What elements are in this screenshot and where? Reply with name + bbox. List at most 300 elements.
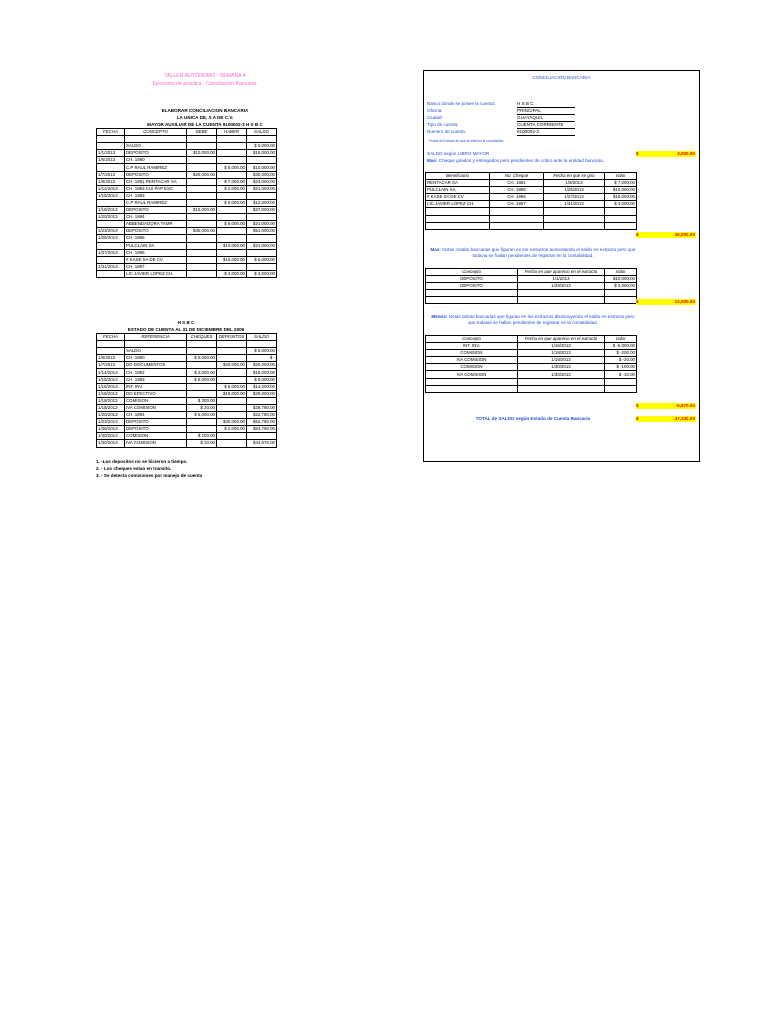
workshop-title: TALLER AUTÓNOMO - SEMANA 4	[164, 73, 246, 79]
table-cell	[247, 136, 277, 143]
info-value-city: GUAYAQUIL	[517, 115, 575, 122]
column-header: SALDO	[247, 129, 277, 136]
table-cell	[217, 404, 247, 411]
table-row	[97, 143, 277, 150]
total-value: 47,330.00	[674, 416, 695, 421]
table-cell: $28,780.00	[247, 404, 277, 411]
column-header: DEBE	[187, 129, 217, 136]
info-value-type: CUENTA CORRIENTE	[517, 122, 575, 129]
table-row	[426, 222, 637, 229]
table-cell: $51,000.00	[247, 228, 277, 235]
table-cell: 1/18/2013	[97, 404, 125, 411]
table-cell: $30,000.00	[187, 228, 217, 235]
recon-title: CONCILIACIÓN BANCARIA	[532, 75, 591, 80]
table-cell	[97, 143, 125, 150]
total-label: TOTAL de SALDO según Estado de Cuenta Bancario	[475, 416, 591, 421]
table-cell	[217, 263, 247, 270]
table-row	[97, 214, 277, 221]
total-currency: $	[636, 416, 639, 421]
table-cell: 1/20/2013	[97, 214, 125, 221]
table-cell: $ 20.00	[187, 404, 217, 411]
table-cell: 1/20/2013	[97, 412, 125, 419]
table-row	[97, 235, 277, 242]
table-cell: $ 9,000.00	[247, 376, 277, 383]
table-cell	[187, 242, 217, 249]
table-row	[426, 357, 637, 364]
table-row	[97, 341, 277, 348]
table-row	[426, 187, 637, 194]
table-cell: CH. 1895	[125, 235, 187, 242]
info-label-number: Numero de cuenta:	[427, 129, 467, 134]
table-cell	[518, 385, 605, 392]
debit-notes-table	[425, 335, 637, 393]
table-cell: $ 3,000.00	[247, 270, 277, 277]
table-cell: IVA COMISION	[125, 440, 187, 447]
table-cell: $15,000.00	[605, 194, 637, 201]
table-cell	[187, 192, 217, 199]
table-cell: COMISION	[426, 364, 518, 371]
header-row	[426, 336, 637, 343]
header-row	[426, 269, 637, 276]
table-cell: DEPOSITO	[125, 419, 187, 426]
table-row	[97, 207, 277, 214]
table-cell: COMISION	[426, 350, 518, 357]
table-cell	[187, 426, 217, 433]
table-cell: # KASE SA DE CV	[426, 194, 490, 201]
table-cell	[426, 208, 490, 215]
table-cell	[247, 192, 277, 199]
table-cell	[247, 249, 277, 256]
table-cell: 1/18/2013	[97, 207, 125, 214]
mas2-text: Notas credito bancarias que figuran en los extractos aumentando el saldo en extracto pero que todavia se hallan pendientes de registrar en la contabilidad.	[442, 247, 636, 258]
table-cell: PULCLAIN SA.	[426, 187, 490, 194]
table-row	[97, 270, 277, 277]
table-row	[426, 371, 637, 378]
table-cell: $ 2,000.00	[217, 426, 247, 433]
table-cell: LIC.JAVIER LOPEZ CH.	[125, 270, 187, 277]
table-cell: CH. 1896	[490, 194, 544, 201]
table-row	[426, 283, 637, 290]
table-cell: IVA COMISION	[426, 371, 518, 378]
column-header: Valor	[605, 173, 637, 180]
table-cell: $ 6,000.00	[217, 221, 247, 228]
table-cell: $23,000.00	[247, 178, 277, 185]
table-cell	[187, 383, 217, 390]
table-cell: $ 7,000.00	[217, 178, 247, 185]
header-row	[426, 173, 637, 180]
table-cell	[247, 433, 277, 440]
table-cell: $ 5,000.00	[217, 383, 247, 390]
ledger-title-3: MAYOR AUXILIAR DE LA CUENTA 9100002-3 H S B C	[147, 122, 263, 127]
header-row	[97, 129, 277, 136]
table-cell	[247, 157, 277, 164]
table-cell	[217, 157, 247, 164]
table-cell	[426, 215, 490, 222]
table-row	[97, 178, 277, 185]
table-cell	[97, 136, 125, 143]
table-row	[97, 164, 277, 171]
info-label-office: Oficina:	[427, 108, 443, 113]
ledger-title-2: LA UNICA DE, S A DE C.V.	[176, 115, 234, 120]
column-header: HABER	[217, 129, 247, 136]
table-cell: $15,000.00	[247, 150, 277, 157]
table-cell: 1/16/2013	[97, 383, 125, 390]
subtotal-2-value: 12,000.00	[674, 299, 695, 304]
table-cell: $ 100.00	[187, 433, 217, 440]
table-cell: DEPOSITO	[125, 426, 187, 433]
table-cell: CH. 1892 CUI PAP ESC	[125, 185, 187, 192]
table-row	[97, 362, 277, 369]
table-row	[97, 426, 277, 433]
table-cell: $20,000.00	[187, 171, 217, 178]
table-cell	[187, 185, 217, 192]
table-cell: 1/25/2013	[97, 235, 125, 242]
table-cell	[187, 270, 217, 277]
table-cell: DEPOSITO	[125, 171, 187, 178]
column-header: Valor	[605, 269, 637, 276]
table-cell: $ 3,000.00	[217, 270, 247, 277]
table-cell: CH. 1890	[125, 355, 187, 362]
table-cell: CH. 1894	[125, 412, 187, 419]
table-cell	[187, 362, 217, 369]
info-value-office: PRINCIPAL	[517, 108, 575, 115]
table-cell: 1/1/2013	[518, 276, 605, 283]
table-cell: $ -	[247, 355, 277, 362]
table-cell: $21,000.00	[247, 242, 277, 249]
table-cell	[490, 222, 544, 229]
table-cell	[544, 222, 605, 229]
table-row	[97, 192, 277, 199]
table-cell: 1/30/2013	[97, 440, 125, 447]
table-cell: $ 10.00	[187, 440, 217, 447]
table-cell: C.P RAUL RAMIREZ	[125, 164, 187, 171]
table-cell	[247, 263, 277, 270]
table-cell: 1/14/2013	[97, 369, 125, 376]
table-cell: $ 6,000.00	[187, 412, 217, 419]
info-label-bank: Banco donde se posee la cuenta:	[427, 101, 496, 106]
table-row	[97, 185, 277, 192]
table-cell	[426, 378, 518, 385]
table-cell	[217, 348, 247, 355]
table-cell	[518, 297, 605, 304]
table-row	[97, 221, 277, 228]
table-cell	[605, 385, 637, 392]
table-cell: 1/5/2013	[97, 157, 125, 164]
menos-text: Notas debito bancarias que figuran en los extractos disminuyendo el saldo en extracto pero que todavia se hallan pendientes de registrar en la contabilidad.	[448, 314, 635, 325]
table-cell	[187, 221, 217, 228]
table-cell: 1/15/2013	[97, 376, 125, 383]
table-cell: SALDO	[125, 348, 187, 355]
table-cell: CH. 1894	[125, 214, 187, 221]
table-cell: DEPOSITO	[125, 150, 187, 157]
table-cell	[605, 222, 637, 229]
column-header: Fecha en que se giro	[544, 173, 605, 180]
table-cell	[217, 412, 247, 419]
table-cell: DO DOCUMENTOS	[125, 362, 187, 369]
table-row	[97, 397, 277, 404]
table-cell: 1/7/2013	[97, 171, 125, 178]
table-cell: 1/7/2013	[97, 362, 125, 369]
table-cell	[426, 385, 518, 392]
table-cell: CH. 1890	[125, 157, 187, 164]
info-label-city: Ciudad:	[427, 115, 443, 120]
table-cell: 1/28/2013	[97, 426, 125, 433]
table-cell	[187, 348, 217, 355]
table-cell: INT. INV.	[426, 343, 518, 350]
table-row	[97, 412, 277, 419]
table-cell	[217, 440, 247, 447]
table-cell	[187, 263, 217, 270]
table-cell	[605, 297, 637, 304]
table-cell	[217, 369, 247, 376]
table-cell	[605, 290, 637, 297]
table-cell: $22,780.00	[247, 412, 277, 419]
column-header: CHEQUES	[187, 334, 217, 341]
table-cell: CH. 1896	[125, 249, 187, 256]
statement-title-2: ESTADO DE CUENTA AL 31 DE DICIEMBRE DEL 2006	[127, 327, 245, 332]
statement-table	[96, 333, 277, 448]
table-cell	[490, 208, 544, 215]
table-cell: $15,000.00	[217, 390, 247, 397]
table-cell: $ -20.00	[605, 357, 637, 364]
table-row	[97, 171, 277, 178]
table-row	[97, 136, 277, 143]
table-row	[97, 383, 277, 390]
table-cell	[247, 214, 277, 221]
table-cell: $21,000.00	[247, 185, 277, 192]
table-cell: $15,000.00	[217, 256, 247, 263]
table-cell: CH. 1891	[490, 180, 544, 187]
table-cell: ABBENDADORA TAMP.	[125, 221, 187, 228]
table-cell	[97, 221, 125, 228]
table-cell: $10,000.00	[605, 187, 637, 194]
table-row	[97, 419, 277, 426]
column-header: FECHA	[97, 129, 125, 136]
table-cell: $ 7,000.00	[605, 180, 637, 187]
table-cell	[187, 157, 217, 164]
table-cell: $30,000.00	[217, 419, 247, 426]
column-header: Fecha en que aparecio en el extracto	[518, 269, 605, 276]
table-row	[426, 290, 637, 297]
table-row	[97, 376, 277, 383]
info-label-type: Tipo de cuenta:	[427, 122, 459, 127]
table-cell: 1/30/2013	[518, 371, 605, 378]
statement-title-1: H S B C	[177, 320, 195, 325]
table-cell: CH. 1897	[490, 201, 544, 208]
table-cell: $52,780.00	[247, 419, 277, 426]
table-cell	[518, 378, 605, 385]
table-cell: PULCLAIN SA	[125, 242, 187, 249]
table-cell: 1/25/2013	[544, 187, 605, 194]
saldo-libro-mayor-bar	[636, 151, 696, 157]
table-row	[97, 433, 277, 440]
table-cell: $ 3,000.00	[605, 201, 637, 208]
table-cell: 1/18/2013	[97, 397, 125, 404]
table-cell: $18,000.00	[247, 369, 277, 376]
mas-prefix: Mas:	[427, 158, 438, 163]
outstanding-cheques-table	[425, 172, 637, 230]
table-cell: $ 5,000.00	[217, 164, 247, 171]
table-row	[97, 157, 277, 164]
table-cell: DEPOSITO	[426, 283, 518, 290]
table-cell: C.P RAUL RAMIREZ	[125, 199, 187, 206]
table-cell: $ 5,000.00	[187, 355, 217, 362]
subtotal-1-currency: $	[636, 232, 639, 237]
table-cell: CH. 1983	[125, 192, 187, 199]
table-row	[426, 180, 637, 187]
table-cell: COMISION	[125, 397, 187, 404]
table-cell: CH. 1895	[490, 187, 544, 194]
table-cell: $ -200.00	[605, 350, 637, 357]
table-cell: DEPOSITO	[125, 228, 187, 235]
table-cell	[97, 270, 125, 277]
table-cell: $10,000.00	[605, 276, 637, 283]
table-cell	[217, 355, 247, 362]
subtotal-1-value: 35,000.00	[674, 232, 695, 237]
table-cell: 1/16/2013	[518, 343, 605, 350]
table-cell	[518, 290, 605, 297]
table-row	[97, 348, 277, 355]
subtotal-3-value: -5,670.00	[675, 403, 695, 408]
saldo-label: SALDO según LIBRO MAYOR	[427, 151, 490, 156]
table-cell	[125, 341, 187, 348]
table-cell: 1/31/2013	[544, 201, 605, 208]
table-cell	[217, 397, 247, 404]
table-cell: 1/9/2013	[544, 180, 605, 187]
table-cell: $10,000.00	[217, 242, 247, 249]
table-cell: 1/12/2013	[97, 185, 125, 192]
table-cell: 1/18/2013	[518, 357, 605, 364]
table-cell: 1/30/2013	[97, 433, 125, 440]
table-row	[426, 297, 637, 304]
table-cell	[187, 341, 217, 348]
table-cell	[426, 222, 490, 229]
menos-line	[427, 314, 639, 326]
table-row	[426, 215, 637, 222]
table-cell: $30,000.00	[247, 171, 277, 178]
workshop-subtitle: Ejercicios de práctica - Conciliación Bancaria.	[152, 81, 258, 87]
table-cell: 1/1/2013	[97, 150, 125, 157]
table-cell	[426, 290, 518, 297]
info-value-bank: H S B C	[517, 101, 575, 108]
table-row	[97, 390, 277, 397]
ledger-title-1: ELABORAR CONCILIACION BANCARIA	[161, 108, 249, 113]
column-header: Fecha en que aparecio en el extracto	[518, 336, 605, 343]
table-cell: $ 2,000.00	[187, 369, 217, 376]
table-cell: $29,000.00	[247, 390, 277, 397]
table-cell: $10,000.00	[247, 164, 277, 171]
table-cell: $15,000.00	[187, 207, 217, 214]
table-row	[426, 276, 637, 283]
column-header: Concepto	[426, 336, 518, 343]
note-1: 1. -Los depositos no se hicieron a tiempo.	[96, 459, 188, 464]
mas-text: Cheque girados y entregados pero pendientes de cobro ante la entidad bancaria.	[438, 158, 604, 163]
table-cell: DO EFECTIVO	[125, 390, 187, 397]
header-row	[97, 334, 277, 341]
mas-line	[427, 158, 604, 164]
table-cell: $ -10.00	[605, 371, 637, 378]
table-cell	[605, 378, 637, 385]
table-cell	[605, 215, 637, 222]
table-cell: 1/23/2013	[97, 419, 125, 426]
table-cell: 1/18/2013	[97, 390, 125, 397]
table-cell: IVA COMISION	[125, 404, 187, 411]
table-row	[97, 369, 277, 376]
table-row	[426, 385, 637, 392]
table-cell: CH. 1892	[125, 369, 187, 376]
table-cell: $ 5,000.00	[247, 348, 277, 355]
table-cell: IVA COMISION	[426, 357, 518, 364]
table-cell	[217, 207, 247, 214]
column-header: REFERENCIA	[125, 334, 187, 341]
table-cell: $ 2,000.00	[217, 185, 247, 192]
fine-print: Fecha del Estado en que se efectuó la conciliación:	[429, 139, 505, 143]
table-cell	[125, 136, 187, 143]
table-cell: 1/15/2013	[97, 192, 125, 199]
table-cell	[217, 214, 247, 221]
table-row	[97, 440, 277, 447]
table-cell: $ 5,000.00	[247, 143, 277, 150]
table-cell	[217, 171, 247, 178]
table-cell: DEPOSITO	[426, 276, 518, 283]
table-cell	[217, 376, 247, 383]
column-header: FECHA	[97, 334, 125, 341]
table-cell	[217, 235, 247, 242]
table-cell: $44,670.00	[247, 440, 277, 447]
table-cell	[97, 199, 125, 206]
table-row	[97, 263, 277, 270]
table-cell	[187, 199, 217, 206]
table-row	[97, 249, 277, 256]
table-cell: RENTACAR SA	[426, 180, 490, 187]
table-cell	[247, 235, 277, 242]
subtotal-3-currency: $	[636, 403, 639, 408]
saldo-currency: $	[636, 151, 639, 156]
table-row	[97, 228, 277, 235]
table-cell	[217, 136, 247, 143]
table-row	[97, 199, 277, 206]
table-row	[426, 343, 637, 350]
table-cell: 1/30/2013	[518, 364, 605, 371]
table-cell: $10,000.00	[187, 150, 217, 157]
table-row	[97, 256, 277, 263]
table-cell	[187, 178, 217, 185]
table-row	[97, 150, 277, 157]
table-cell: $20,000.00	[217, 362, 247, 369]
table-cell	[97, 164, 125, 171]
table-cell	[544, 208, 605, 215]
table-cell	[544, 215, 605, 222]
table-cell	[426, 297, 518, 304]
table-cell: DEPOSITO	[125, 207, 187, 214]
table-cell	[247, 341, 277, 348]
table-cell: CH. 1891 RENTACAR SA	[125, 178, 187, 185]
column-header: Concepto	[426, 269, 518, 276]
table-cell: $ 9,000.00	[187, 376, 217, 383]
column-header: DEPOSITOS	[217, 334, 247, 341]
table-cell	[187, 256, 217, 263]
table-cell: CH. 1983	[125, 376, 187, 383]
table-cell: $27,000.00	[247, 207, 277, 214]
table-cell: $ 9,000.00	[217, 199, 247, 206]
credit-notes-table	[425, 268, 637, 304]
table-cell: 1/31/2013	[97, 263, 125, 270]
column-header: No. Cheque	[490, 173, 544, 180]
table-cell: $ 6,000.00	[247, 256, 277, 263]
table-cell: CH. 1897	[125, 263, 187, 270]
table-cell	[217, 433, 247, 440]
table-row	[426, 201, 637, 208]
